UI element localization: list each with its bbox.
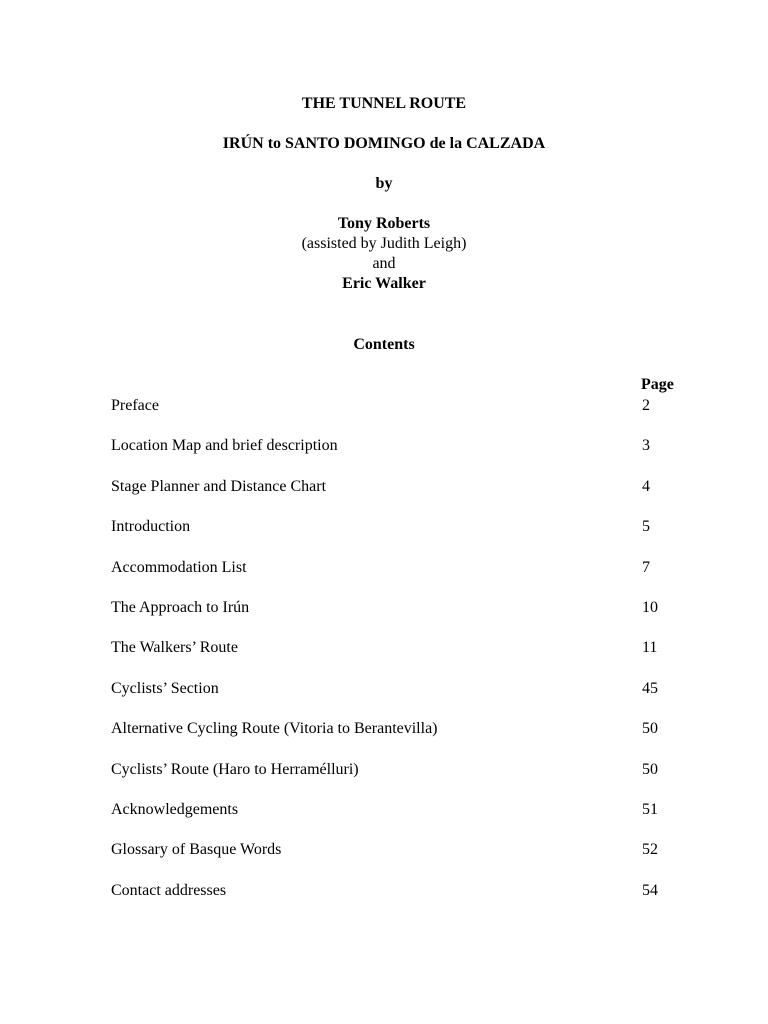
toc-entry-page: 5 bbox=[642, 518, 650, 536]
toc-entry-title: The Walkers’ Route bbox=[111, 639, 238, 657]
toc-entry-title: Stage Planner and Distance Chart bbox=[111, 477, 327, 495]
toc-entry-title: Acknowledgements bbox=[111, 800, 239, 818]
toc-entry-page: 50 bbox=[642, 760, 658, 778]
toc-entry-page: 2 bbox=[642, 397, 650, 414]
page-column-header: Page bbox=[641, 376, 674, 393]
document-title: THE TUNNEL ROUTE bbox=[301, 95, 467, 112]
toc-entry-page: 4 bbox=[642, 477, 650, 495]
toc-entry bbox=[111, 558, 686, 598]
toc-entry-title: Cyclists’ Route (Haro to Herramélluri) bbox=[111, 760, 359, 778]
toc-entry bbox=[111, 840, 686, 880]
toc-entry bbox=[111, 598, 686, 638]
toc-entry bbox=[111, 638, 686, 678]
toc-entry bbox=[111, 719, 686, 759]
document-subtitle: IRÚN to SANTO DOMINGO de la CALZADA bbox=[222, 135, 546, 152]
table-of-contents bbox=[111, 396, 686, 921]
toc-entry-page: 11 bbox=[642, 639, 658, 657]
toc-entry-page: 50 bbox=[642, 720, 658, 738]
toc-entry-page: 51 bbox=[642, 800, 658, 818]
and-text: and bbox=[372, 255, 396, 272]
toc-entry-title: Preface bbox=[111, 397, 159, 414]
toc-entry-title: Location Map and brief description bbox=[111, 437, 338, 455]
toc-entry bbox=[111, 760, 686, 800]
by-line: by bbox=[375, 175, 393, 192]
toc-entry bbox=[111, 477, 686, 517]
toc-entry bbox=[111, 881, 686, 921]
toc-entry-title: Accommodation List bbox=[111, 558, 247, 576]
toc-entry-title: Glossary of Basque Words bbox=[111, 841, 282, 859]
toc-entry-page: 54 bbox=[642, 881, 658, 899]
toc-entry-title: Introduction bbox=[111, 518, 191, 536]
toc-entry-page: 3 bbox=[642, 437, 650, 455]
toc-entry bbox=[111, 436, 686, 476]
author-secondary: Eric Walker bbox=[342, 275, 426, 292]
contents-heading: Contents bbox=[353, 336, 415, 353]
toc-entry-page: 7 bbox=[642, 558, 650, 576]
toc-entry-page: 52 bbox=[642, 841, 658, 859]
toc-entry bbox=[111, 800, 686, 840]
toc-entry-title: The Approach to Irún bbox=[111, 598, 250, 616]
toc-entry bbox=[111, 679, 686, 719]
assisted-by: (assisted by Judith Leigh) bbox=[301, 235, 467, 252]
author-primary: Tony Roberts bbox=[337, 215, 431, 232]
toc-entry-title: Alternative Cycling Route (Vitoria to Berantevilla) bbox=[111, 720, 438, 738]
toc-entry-title: Cyclists’ Section bbox=[111, 679, 219, 697]
toc-entry-title: Contact addresses bbox=[111, 881, 227, 899]
toc-entry-page: 10 bbox=[642, 598, 658, 616]
toc-entry-page: 45 bbox=[642, 679, 658, 697]
toc-entry bbox=[111, 396, 686, 436]
toc-entry bbox=[111, 517, 686, 557]
